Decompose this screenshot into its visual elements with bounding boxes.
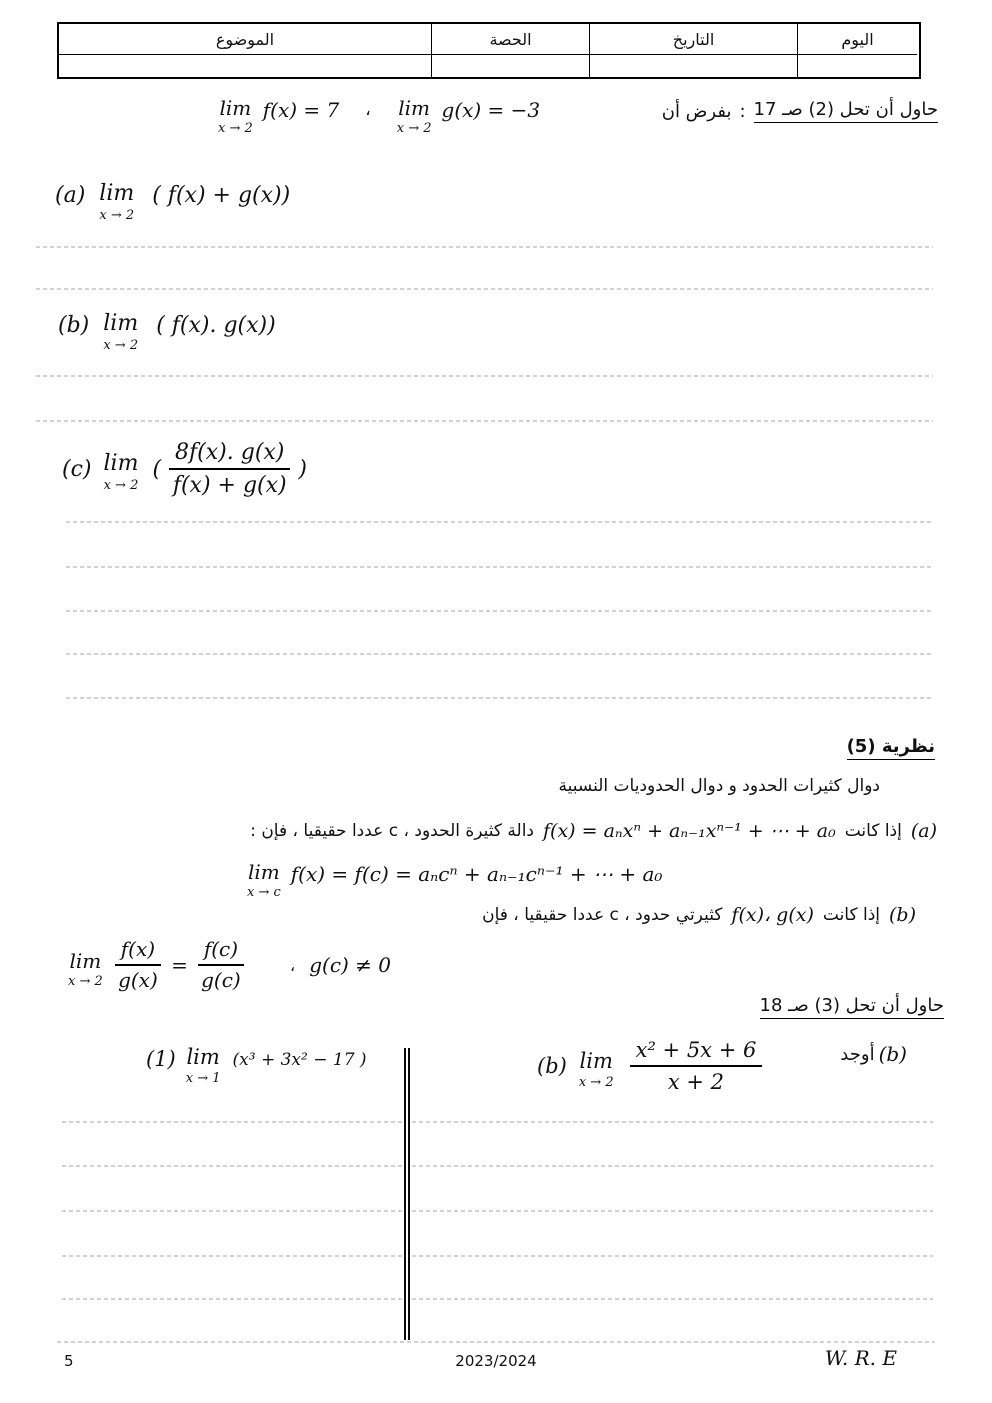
- part-b: [58, 313, 276, 352]
- answer-line: [62, 1121, 933, 1123]
- answer-line: [66, 697, 933, 699]
- table-header-row: [59, 24, 919, 54]
- fraction-numerator: f(c): [198, 938, 244, 966]
- arabic-comma: ،: [365, 100, 371, 120]
- ratio-fraction-c: [198, 938, 244, 992]
- question-1-label: (1): [146, 1047, 176, 1071]
- question-b-label: (b): [537, 1054, 567, 1079]
- part-a: [55, 183, 290, 222]
- ratio-condition: g(c) ≠ 0: [309, 953, 392, 977]
- try2-heading: [662, 99, 938, 123]
- item-a-pre-text: إذا كانت: [844, 821, 902, 841]
- item-b-label: (b): [889, 904, 916, 926]
- item-b-functions: f(x)، g(x): [731, 904, 814, 926]
- limit-operator: lim x → 1: [185, 1045, 221, 1086]
- part-b-expression: ( f(x). g(x)): [156, 313, 276, 338]
- part-b-label: (b): [58, 313, 90, 338]
- theory5-result: [247, 862, 662, 899]
- item-b-post-text: كثيرتي حدود ، c عددا حقيقيا ، فإن: [482, 905, 723, 925]
- table-header-date: التاريخ: [589, 24, 797, 54]
- limit-operator: lim x → 2: [68, 948, 103, 989]
- given-f-expression: f(x) = 7: [262, 98, 340, 122]
- limit-operator: lim x → 2: [103, 450, 139, 493]
- find-word: أوجد: [840, 1043, 875, 1065]
- theory5-ratio-rule: [68, 938, 391, 992]
- table-empty-row: [59, 54, 919, 77]
- equals-sign: =: [171, 953, 188, 977]
- answer-line: [66, 521, 933, 523]
- limit-operator: lim x → 2: [103, 311, 139, 353]
- item-a-post-text: دالة كثيرة الحدود ، c عددا حقيقيا ، فإن :: [250, 821, 535, 841]
- part-c-fraction: [169, 440, 290, 499]
- part-c: [62, 440, 307, 499]
- table-header-subject: الموضوع: [215, 29, 275, 49]
- answer-line: [36, 288, 933, 290]
- header-table: [57, 22, 921, 79]
- answer-line: [57, 1341, 935, 1343]
- theory5-subtitle: دوال كثيرات الحدود و دوال الحدوديات النسبية: [558, 776, 880, 796]
- arabic-comma: ،: [290, 955, 296, 975]
- ratio-fraction-x: [115, 938, 161, 992]
- answer-line: [36, 246, 933, 248]
- answer-line: [62, 1298, 933, 1300]
- page-number: 5: [64, 1352, 74, 1370]
- fraction-denominator: g(c): [201, 968, 241, 992]
- part-c-label: (c): [62, 456, 92, 482]
- footer-year: 2023/2024: [455, 1352, 537, 1370]
- try3-find-label: [840, 1042, 907, 1066]
- answer-line: [62, 1165, 933, 1167]
- table-empty-cell-period: [431, 54, 589, 77]
- limit-operator: lim x → 2: [99, 181, 135, 223]
- answer-line: [36, 375, 933, 377]
- given-limits: [218, 98, 540, 135]
- theory5-heading: نظرية (5): [847, 736, 935, 760]
- question-1-expression: (x³ + 3x² − 17 ): [232, 1050, 367, 1070]
- fraction-numerator: x² + 5x + 6: [630, 1038, 763, 1067]
- answer-line: [66, 653, 933, 655]
- try3-title: حاول أن تحل (3) صـ 18: [760, 995, 944, 1019]
- open-paren: (: [152, 456, 162, 482]
- fraction-denominator: g(x): [118, 968, 158, 992]
- try2-title: حاول أن تحل (2) صـ 17: [754, 99, 938, 123]
- item-a-label: (a): [910, 820, 937, 842]
- try2-colon: :: [739, 100, 746, 122]
- answer-line: [62, 1210, 933, 1212]
- footer-signature: W. R. E: [824, 1346, 897, 1370]
- answer-line: [66, 610, 933, 612]
- theory5-item-a: [250, 820, 937, 842]
- fraction-numerator: f(x): [115, 938, 161, 966]
- polynomial-formula: f(x) = aₙxⁿ + aₙ₋₁xⁿ⁻¹ + ⋯ + a₀: [543, 820, 836, 842]
- try3-question-b: [537, 1038, 762, 1094]
- limit-operator: lim x → c: [247, 860, 281, 900]
- table-empty-cell-subject: [59, 54, 431, 77]
- table-empty-cell-day: [797, 54, 917, 77]
- part-a-label: (a): [55, 183, 86, 208]
- limit-operator: lim x → 2: [396, 96, 432, 136]
- close-paren: ): [298, 456, 307, 482]
- result-expression: f(x) = f(c) = aₙcⁿ + aₙ₋₁cⁿ⁻¹ + ⋯ + a₀: [290, 862, 663, 886]
- answer-line: [36, 420, 933, 422]
- limit-operator: lim x → 2: [218, 96, 253, 136]
- column-divider: [404, 1048, 410, 1340]
- find-part-label: (b): [878, 1042, 907, 1066]
- part-a-expression: ( f(x) + g(x)): [152, 183, 291, 208]
- answer-line: [66, 566, 933, 568]
- table-empty-cell-date: [589, 54, 797, 77]
- fraction-denominator: f(x) + g(x): [172, 473, 287, 499]
- table-header-day: اليوم: [797, 24, 917, 54]
- fraction-denominator: x + 2: [667, 1070, 725, 1095]
- item-b-pre-text: إذا كانت: [822, 905, 880, 925]
- answer-line: [62, 1255, 933, 1257]
- try3-question-1: [146, 1047, 367, 1085]
- theory5-item-b: [482, 904, 916, 926]
- try2-suppose-text: بفرض أن: [661, 100, 732, 122]
- fraction-numerator: 8f(x). g(x): [169, 440, 290, 470]
- given-g-expression: g(x) = −3: [441, 98, 541, 122]
- limit-operator: lim x → 2: [578, 1049, 614, 1091]
- question-b-fraction: [630, 1038, 763, 1094]
- table-header-period: الحصة: [431, 24, 589, 54]
